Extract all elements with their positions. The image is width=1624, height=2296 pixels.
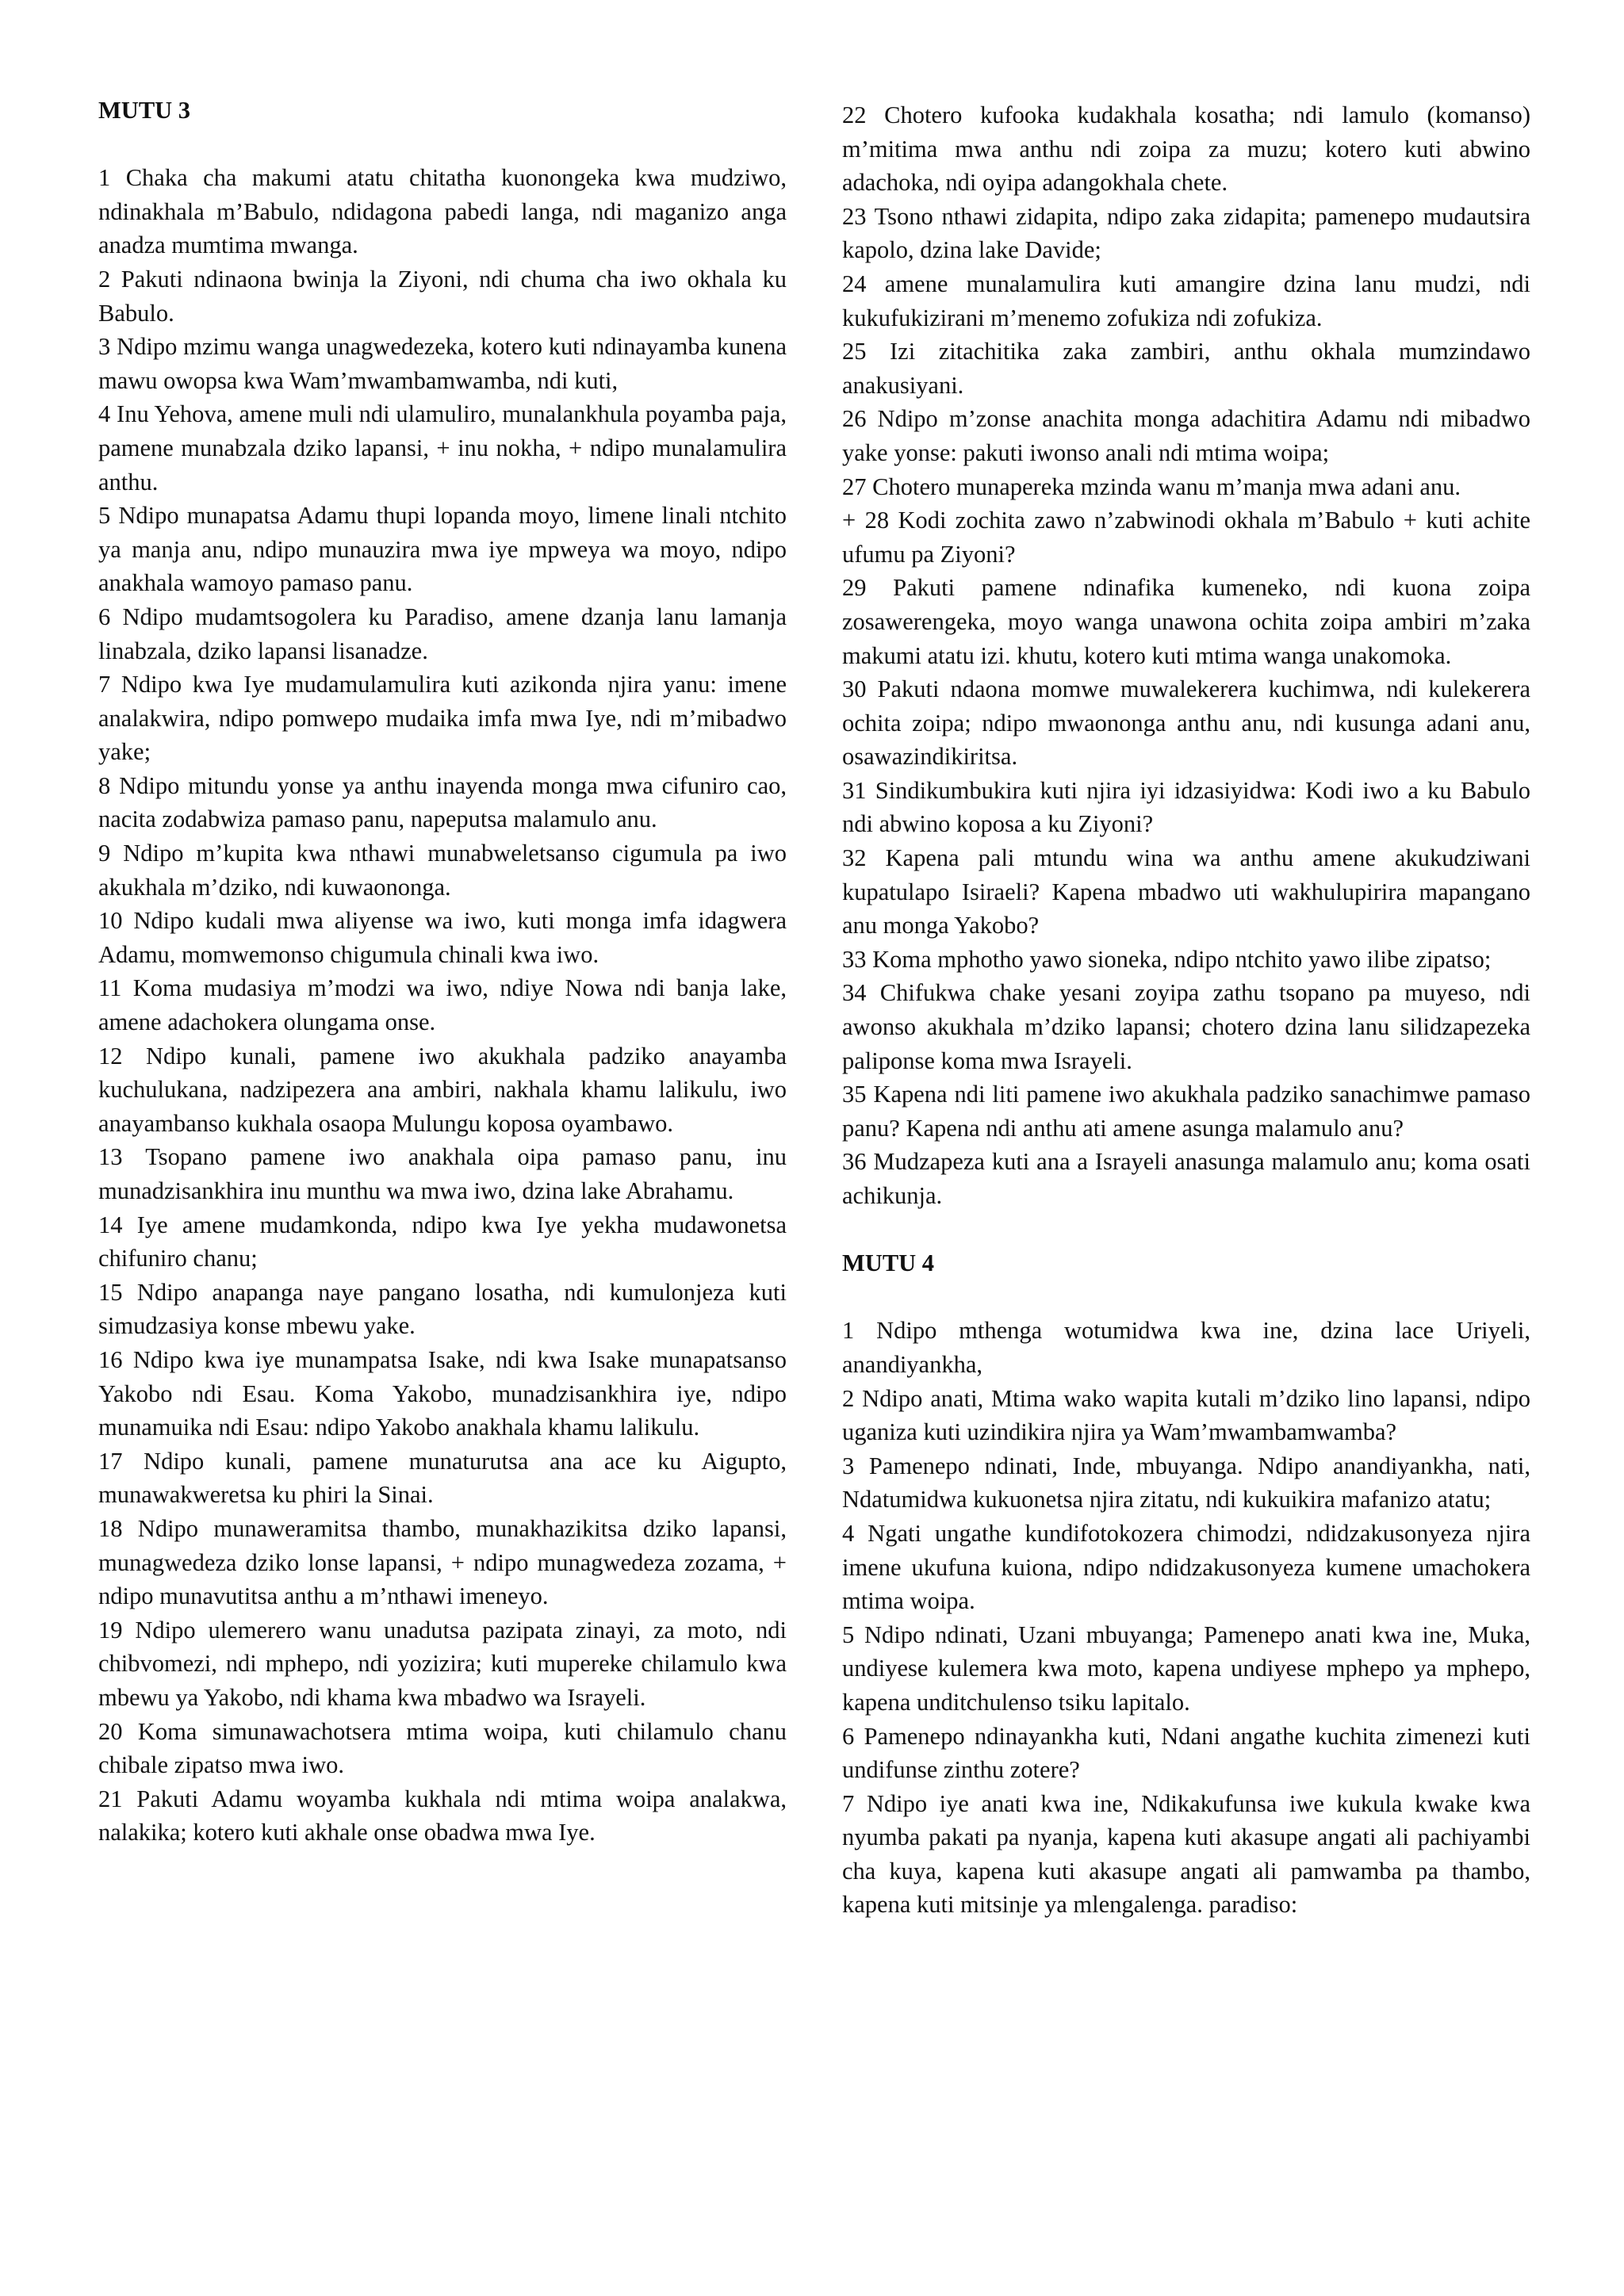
verse: + 28 Kodi zochita zawo n’zabwinodi okhala m’Babulo + kuti achite ufumu pa Ziyoni? bbox=[842, 507, 1530, 568]
verse: 1 Ndipo mthenga wotumidwa kwa ine, dzina lace Uriyeli, anandiyankha, bbox=[842, 1317, 1530, 1378]
verse: 15 Ndipo anapanga naye pangano losatha, ndi kumulonjeza kuti simudzasiya konse mbewu yake. bbox=[98, 1278, 787, 1340]
verse: 6 Pamenepo ndinayankha kuti, Ndani angathe kuchita zimenezi kuti undifunse zinthu zotere? bbox=[842, 1722, 1530, 1784]
verse: 5 Ndipo munapatsa Adamu thupi lopanda moyo, limene linali ntchito ya manja anu, ndipo munauzira mwa iye mpweya wa moyo, ndipo anakhala wamoyo pamaso panu. bbox=[98, 502, 787, 597]
verse: 18 Ndipo munaweramitsa thambo, munakhazikitsa dziko lapansi, munagwedeza dziko lonse lapansi, + ndipo munagwedeza zozama, + ndipo munavutitsa anthu a m’nthawi imeneyo. bbox=[98, 1514, 787, 1610]
verse-list bbox=[842, 1314, 1530, 1922]
spacer bbox=[98, 128, 787, 162]
verse: 1 Chaka cha makumi atatu chitatha kuonongeka kwa mudziwo, ndinakhala m’Babulo, ndidagona pabedi langa, ndi maganizo anga anadza mumtima mwanga. bbox=[98, 164, 787, 259]
verse-list bbox=[98, 161, 787, 1850]
spacer bbox=[842, 1213, 1530, 1247]
verse: 13 Tsopano pamene iwo anakhala oipa pamaso panu, inu munadzisankhira inu munthu wa mwa iwo, dzina lake Abrahamu. bbox=[98, 1143, 787, 1204]
verse: 3 Pamenepo ndinati, Inde, mbuyanga. Ndipo anandiyankha, nati, Ndatumidwa kukuonetsa njira zitatu, ndi kukuikira mafanizo atatu; bbox=[842, 1452, 1530, 1513]
verse: 35 Kapena ndi liti pamene iwo akukhala padziko sanachimwe pamaso panu? Kapena ndi anthu ati amene asunga malamulo anu? bbox=[842, 1081, 1530, 1142]
verse: 27 Chotero munapereka mzinda wanu m’manja mwa adani anu. bbox=[842, 473, 1461, 500]
verse: 24 amene munalamulira kuti amangire dzina lanu mudzi, ndi kukufukizirani m’menemo zofukiza ndi zofukiza. bbox=[842, 270, 1530, 331]
verse: 25 Izi zitachitika zaka zambiri, anthu okhala mumzindawo anakusiyani. bbox=[842, 338, 1530, 399]
verse: 31 Sindikumbukira kuti njira iyi idzasiyidwa: Kodi iwo a ku Babulo ndi abwino koposa a ku Ziyoni? bbox=[842, 776, 1530, 838]
verse: 14 Iye amene mudamkonda, ndipo kwa Iye yekha mudawonetsa chifuniro chanu; bbox=[98, 1211, 787, 1272]
verse: 8 Ndipo mitundu yonse ya anthu inayenda monga mwa cifuniro cao, nacita zodabwiza pamaso panu, napeputsa malamulo anu. bbox=[98, 771, 787, 833]
left-column bbox=[98, 94, 787, 1850]
verse: 9 Ndipo m’kupita kwa nthawi munabweletsanso cigumula pa iwo akukhala m’dziko, ndi kuwaononga. bbox=[98, 840, 787, 901]
right-column bbox=[842, 98, 1530, 1922]
verse: 3 Ndipo mzimu wanga unagwedezeka, kotero kuti ndinayamba kunena mawu owopsa kwa Wam’mwambamwamba, ndi kuti, bbox=[98, 333, 787, 394]
verse: 2 Ndipo anati, Mtima wako wapita kutali m’dziko lino lapansi, ndipo uganiza kuti uzindikira njira ya Wam’mwambamwamba? bbox=[842, 1384, 1530, 1446]
chapter-heading: MUTU 4 bbox=[842, 1249, 935, 1277]
verse: 34 Chifukwa chake yesani zoyipa zathu tsopano pa muyeso, ndi awonso akukhala m’dziko lapansi; chotero dzina lanu silidzapezeka paliponse koma mwa Israyeli. bbox=[842, 979, 1530, 1074]
verse: 21 Pakuti Adamu woyamba kukhala ndi mtima woipa analakwa, nalakika; kotero kuti akhale onse obadwa mwa Iye. bbox=[98, 1785, 787, 1846]
verse: 23 Tsono nthawi zidapita, ndipo zaka zidapita; pamenepo mudautsira kapolo, dzina lake Davide; bbox=[842, 202, 1530, 264]
verse: 26 Ndipo m’zonse anachita monga adachitira Adamu ndi mibadwo yake yonse: pakuti iwonso anali ndi mtima woipa; bbox=[842, 405, 1530, 466]
verse: 29 Pakuti pamene ndinafika kumeneko, ndi kuona zoipa zosawerengeka, moyo wanga unawona ochita zoipa ambiri m’zaka makumi atatu izi. khutu, kotero kuti mtima wanga unakomoka. bbox=[842, 574, 1530, 669]
verse: 20 Koma simunawachotsera mtima woipa, kuti chilamulo chanu chibale zipatso mwa iwo. bbox=[98, 1717, 787, 1779]
verse: 33 Koma mphotho yawo sioneka, ndipo ntchito yawo ilibe zipatso; bbox=[842, 945, 1492, 973]
verse: 19 Ndipo ulemerero wanu unadutsa pazipata zinayi, za moto, ndi chibvomezi, ndi mphepo, ndi yozizira; kuti mupereke chilamulo kwa mbewu ya Yakobo, ndi khama kwa mbadwo wa Israyeli. bbox=[98, 1616, 787, 1711]
verse: 5 Ndipo ndinati, Uzani mbuyanga; Pamenepo anati kwa ine, Muka, undiyese kulemera kwa moto, kapena undiyese mphepo ya mphepo, kapena unditchulenso tsiku lapitalo. bbox=[842, 1621, 1530, 1716]
verse-list bbox=[842, 98, 1530, 1213]
verse: 4 Ngati ungathe kundifotokozera chimodzi, ndidzakusonyeza njira imene ukufuna kuiona, ndipo ndidzakusonyeza kumene umachokera mtima woipa. bbox=[842, 1519, 1530, 1615]
verse: 7 Ndipo iye anati kwa ine, Ndikakufunsa iwe kukula kwake kwa nyumba pakati pa nyanja, kapena kuti akasupe angati ali pachiyambi cha kuya, kapena kuti akasupe angati ali pamwamba pa thambo, kapena kuti mitsinje ya mlengalenga. paradiso: bbox=[842, 1789, 1530, 1919]
spacer bbox=[842, 1280, 1530, 1314]
verse: 2 Pakuti ndinaona bwinja la Ziyoni, ndi chuma cha iwo okhala ku Babulo. bbox=[98, 265, 787, 327]
verse: 7 Ndipo kwa Iye mudamulamulira kuti azikonda njira yanu: imene analakwira, ndipo pomwepo mudaika imfa mwa Iye, ndi m’mibadwo yake; bbox=[98, 671, 787, 766]
verse: 4 Inu Yehova, amene muli ndi ulamuliro, munalankhula poyamba paja, pamene munabzala dziko lapansi, + inu nokha, + ndipo munalamulira anthu. bbox=[98, 400, 787, 496]
verse: 10 Ndipo kudali mwa aliyense wa iwo, kuti monga imfa idagwera Adamu, momwemonso chigumula chinali kwa iwo. bbox=[98, 907, 787, 968]
chapter-heading: MUTU 3 bbox=[98, 97, 191, 124]
verse: 12 Ndipo kunali, pamene iwo akukhala padziko anayamba kuchulukana, nadzipezera ana ambiri, nakhala khamu lalikulu, iwo anayambanso kukhala osaopa Mulungu koposa oyambawo. bbox=[98, 1042, 787, 1137]
verse: 17 Ndipo kunali, pamene munaturutsa ana ace ku Aigupto, munawakweretsa ku phiri la Sinai. bbox=[98, 1447, 787, 1509]
verse: 11 Koma mudasiya m’modzi wa iwo, ndiye Nowa ndi banja lake, amene adachokera olungama onse. bbox=[98, 974, 787, 1036]
verse: 32 Kapena pali mtundu wina wa anthu amene akukudziwani kupatulapo Isiraeli? Kapena mbadwo uti wakhulupirira mapangano anu monga Yakobo? bbox=[842, 844, 1530, 939]
verse: 30 Pakuti ndaona momwe muwalekerera kuchimwa, ndi kulekerera ochita zoipa; ndipo mwaononga anthu anu, ndi kusunga adani anu, osawazindikiritsa. bbox=[842, 675, 1530, 771]
verse: 22 Chotero kufooka kudakhala kosatha; ndi lamulo (komanso) m’mitima mwa anthu ndi zoipa za muzu; kotero kuti abwino adachoka, ndi oyipa adangokhala chete. bbox=[842, 101, 1530, 197]
verse: 16 Ndipo kwa iye munampatsa Isake, ndi kwa Isake munapatsanso Yakobo ndi Esau. Koma Yakobo, munadzisankhira iye, ndipo munamuika ndi Esau: ndipo Yakobo anakhala khamu lalikulu. bbox=[98, 1345, 787, 1441]
verse: 6 Ndipo mudamtsogolera ku Paradiso, amene dzanja lanu lamanja linabzala, dziko lapansi lisanadze. bbox=[98, 603, 787, 664]
verse: 36 Mudzapeza kuti ana a Israyeli anasunga malamulo anu; koma osati achikunja. bbox=[842, 1148, 1530, 1209]
